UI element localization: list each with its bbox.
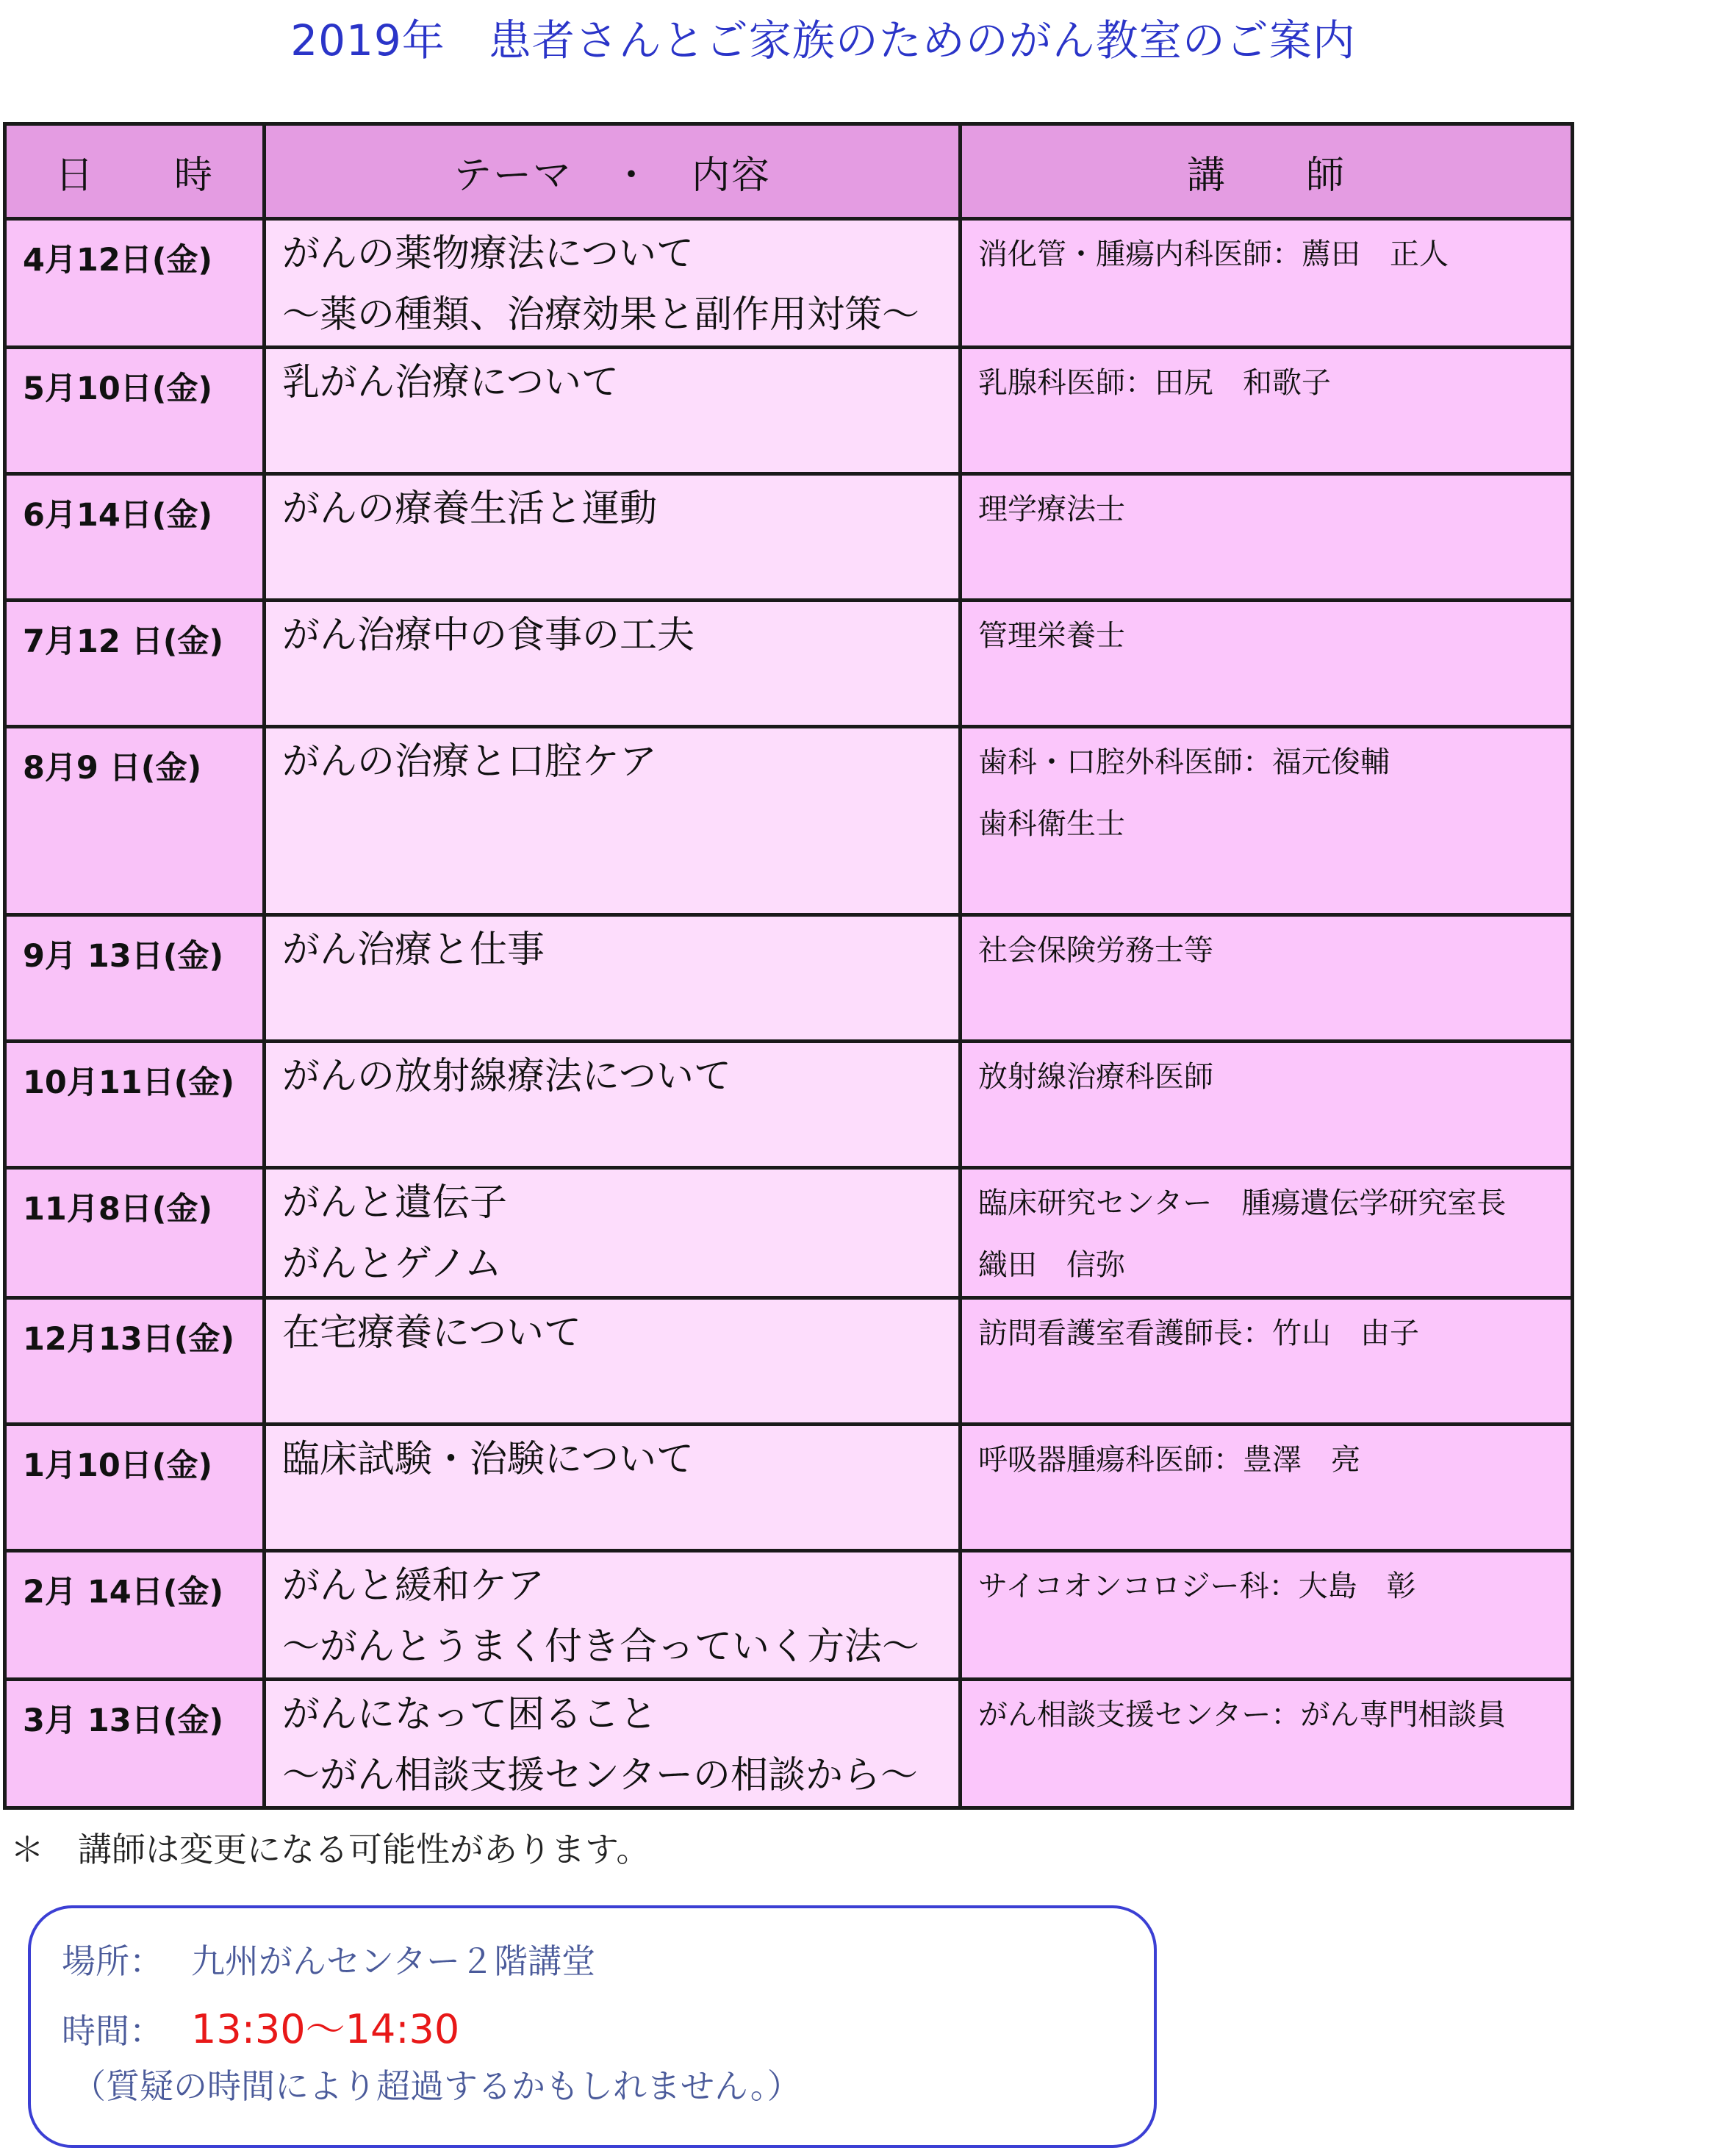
lecturer-line: 管理栄養士 xyxy=(978,619,1125,653)
lecturer-line: 呼吸器腫瘍科医師：豊澤 亮 xyxy=(978,1443,1360,1477)
venue-line xyxy=(62,1935,595,1983)
row-date: 2月 14日(金) xyxy=(23,1574,224,1611)
row-lecturer-cell xyxy=(961,1680,1573,1808)
lecturer-line: 乳腺科医師：田尻 和歌子 xyxy=(978,366,1331,400)
lecturer-line: がん相談支援センター：がん専門相談員 xyxy=(978,1698,1507,1732)
table-row xyxy=(5,727,1573,915)
lecturer-line: 訪問看護室看護師長：竹山 由子 xyxy=(978,1317,1419,1350)
row-theme-cell xyxy=(265,1298,961,1425)
row-date: 5月10日(金) xyxy=(23,370,213,407)
row-theme-cell xyxy=(265,1168,961,1298)
row-theme-cell xyxy=(265,1425,961,1551)
row-date: 8月9 日(金) xyxy=(23,750,202,787)
theme-line: 臨床試験・治験について xyxy=(282,1438,694,1481)
row-theme-cell xyxy=(265,1551,961,1680)
row-date-cell xyxy=(5,1168,265,1298)
row-lecturer xyxy=(962,602,1571,667)
row-lecturer xyxy=(962,1426,1571,1491)
row-date: 9月 13日(金) xyxy=(23,938,224,975)
row-date-cell xyxy=(5,1298,265,1425)
table-row xyxy=(5,1042,1573,1168)
row-theme xyxy=(266,349,958,413)
row-theme-cell xyxy=(265,474,961,601)
time-remark: （質疑の時間により超過するかもしれません。） xyxy=(72,2066,801,2106)
row-date-cell xyxy=(5,1680,265,1808)
lecturer-change-note: ＊ 講師は変更になる可能性があります。 xyxy=(10,1830,650,1869)
row-theme xyxy=(266,728,958,792)
place-label: 場所： xyxy=(62,1941,163,1981)
table-row xyxy=(5,474,1573,601)
row-date-cell xyxy=(5,727,265,915)
schedule-table xyxy=(3,122,1574,1810)
table-row xyxy=(5,915,1573,1042)
row-theme xyxy=(266,1170,958,1294)
header-lecturer: 講 師 xyxy=(961,124,1573,219)
theme-line: ～がんとうまく付き合っていく方法～ xyxy=(282,1625,920,1669)
theme-line: がんと緩和ケア xyxy=(282,1564,545,1608)
row-lecturer xyxy=(962,1681,1571,1746)
row-lecturer xyxy=(962,917,1571,981)
theme-line: がんの治療と口腔ケア xyxy=(282,740,658,784)
theme-line: がんになって困ること xyxy=(282,1693,658,1736)
row-date-cell xyxy=(5,915,265,1042)
theme-line: がんの療養生活と運動 xyxy=(282,487,658,531)
place-value: 九州がんセンター２階講堂 xyxy=(191,1941,596,1981)
row-lecturer-cell xyxy=(961,1168,1573,1298)
theme-line: がん治療中の食事の工夫 xyxy=(282,614,695,657)
theme-line: がんの薬物療法について xyxy=(282,232,694,276)
row-theme-cell xyxy=(265,915,961,1042)
table-row xyxy=(5,1551,1573,1680)
header-theme: テーマ ・ 内容 xyxy=(265,124,961,219)
row-lecturer xyxy=(962,1170,1571,1296)
row-date-cell xyxy=(5,601,265,727)
theme-line: 乳がん治療について xyxy=(282,361,619,404)
table-row xyxy=(5,1425,1573,1551)
row-lecturer xyxy=(962,349,1571,414)
row-lecturer-cell xyxy=(961,348,1573,474)
row-date-cell xyxy=(5,1042,265,1168)
row-lecturer-cell xyxy=(961,219,1573,348)
row-theme xyxy=(266,1426,958,1490)
table-row xyxy=(5,1168,1573,1298)
row-date-cell xyxy=(5,1425,265,1551)
row-date: 7月12 日(金) xyxy=(23,623,224,660)
table-row xyxy=(5,601,1573,727)
row-date: 11月8日(金) xyxy=(23,1191,213,1228)
row-lecturer-cell xyxy=(961,915,1573,1042)
page-title: 2019年 患者さんとご家族のためのがん教室のご案内 xyxy=(290,15,1356,65)
row-lecturer xyxy=(962,1300,1571,1364)
theme-line: 在宅療養について xyxy=(282,1311,581,1355)
row-date-cell xyxy=(5,1551,265,1680)
time-label: 時間： xyxy=(62,2011,163,2051)
time-line xyxy=(62,1998,459,2055)
row-theme xyxy=(266,476,958,540)
row-theme xyxy=(266,1552,958,1677)
row-theme-cell xyxy=(265,219,961,348)
row-theme-cell xyxy=(265,348,961,474)
row-lecturer xyxy=(962,728,1571,855)
row-lecturer-cell xyxy=(961,601,1573,727)
lecturer-line: 社会保険労務士等 xyxy=(978,934,1213,967)
row-lecturer-cell xyxy=(961,1042,1573,1168)
row-theme xyxy=(266,1681,958,1806)
row-theme xyxy=(266,602,958,666)
row-date-cell xyxy=(5,348,265,474)
row-lecturer-cell xyxy=(961,1425,1573,1551)
lecturer-line: 臨床研究センター 腫瘍遺伝学研究室長 xyxy=(978,1186,1507,1220)
row-lecturer xyxy=(962,1552,1571,1617)
theme-line: がん治療と仕事 xyxy=(282,928,545,972)
row-theme-cell xyxy=(265,601,961,727)
lecturer-line: 歯科・口腔外科医師：福元俊輔 xyxy=(978,745,1390,779)
theme-line: がんとゲノム xyxy=(282,1242,502,1286)
lecturer-line: 歯科衛生士 xyxy=(978,807,1125,841)
theme-line: がんの放射線療法について xyxy=(282,1055,731,1098)
row-theme xyxy=(266,917,958,981)
row-theme xyxy=(266,1300,958,1364)
row-date: 1月10日(金) xyxy=(23,1447,213,1484)
table-row xyxy=(5,219,1573,348)
row-date: 4月12日(金) xyxy=(23,242,213,279)
row-date-cell xyxy=(5,219,265,348)
lecturer-line: 理学療法士 xyxy=(978,493,1125,526)
row-lecturer xyxy=(962,1043,1571,1108)
lecturer-line: 消化管・腫瘍内科医師：薦田 正人 xyxy=(978,237,1449,271)
header-date: 日 時 xyxy=(5,124,265,219)
venue-info-box xyxy=(28,1905,1157,2148)
lecturer-line: 放射線治療科医師 xyxy=(978,1060,1213,1094)
theme-line: ～がん相談支援センターの相談から～ xyxy=(282,1754,918,1797)
row-theme-cell xyxy=(265,1680,961,1808)
row-theme xyxy=(266,221,958,345)
table-row xyxy=(5,1680,1573,1808)
row-lecturer xyxy=(962,221,1571,285)
table-row xyxy=(5,1298,1573,1425)
lecturer-line: サイコオンコロジー科：大島 彰 xyxy=(978,1569,1416,1603)
row-lecturer-cell xyxy=(961,727,1573,915)
row-theme-cell xyxy=(265,1042,961,1168)
lecturer-line: 織田 信弥 xyxy=(978,1248,1125,1282)
table-header-row xyxy=(5,124,1573,219)
row-theme-cell xyxy=(265,727,961,915)
row-date: 3月 13日(金) xyxy=(23,1702,224,1739)
row-date: 12月13日(金) xyxy=(23,1321,234,1358)
row-lecturer-cell xyxy=(961,1298,1573,1425)
time-value: 13:30～14:30 xyxy=(191,2006,460,2052)
row-date: 6月14日(金) xyxy=(23,497,213,534)
table-row xyxy=(5,348,1573,474)
row-lecturer-cell xyxy=(961,474,1573,601)
row-lecturer-cell xyxy=(961,1551,1573,1680)
row-date-cell xyxy=(5,474,265,601)
row-theme xyxy=(266,1043,958,1107)
schedule-rows xyxy=(5,219,1573,1808)
theme-line: ～薬の種類、治療効果と副作用対策～ xyxy=(282,293,920,337)
row-date: 10月11日(金) xyxy=(23,1064,234,1101)
row-lecturer xyxy=(962,476,1571,540)
theme-line: がんと遺伝子 xyxy=(282,1181,508,1225)
